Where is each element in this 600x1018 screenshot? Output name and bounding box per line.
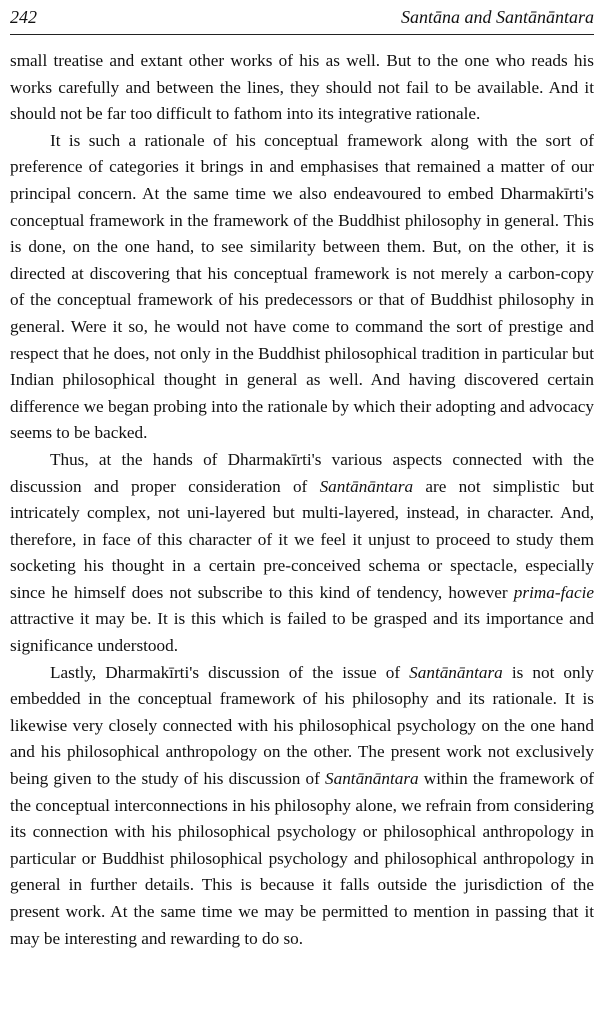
text-segment: attractive it may be. It is this which is failed to be grasped and its importance and significance understood. xyxy=(10,609,594,656)
text-segment: within the framework of the conceptual interconnections in his philosophy alone, we refrain from considering its connection with his philosophical psychology or philosophical anthropology in particular or Buddhist philosophical psychology and philosophical anthropology in general in further details. This is because it falls outside the jurisdiction of the present work. At the same time we may be permitted to mention in passing that it may be interesting and rewarding to do so. xyxy=(10,769,595,948)
text-segment: Lastly, Dharmakīrti's discussion of the issue of xyxy=(50,662,410,682)
text-segment: Thus, at the hands of Dharmakīrti's various aspects connected with the discussion and proper consideration of xyxy=(10,449,594,496)
paragraph-complexity xyxy=(10,447,594,660)
body-text xyxy=(10,48,594,952)
paragraph-lastly xyxy=(10,660,594,953)
text-segment: It is such a rationale of his conceptual framework along with the sort of preference of categories it brings in and emphasises that remained a matter of our principal concern. At the same time we also endeavoured to embed Dharmakīrti's conceptual framework in the framework of the Buddhist philosophy in general. This is done, on the one hand, to see similarity between them. But, on the other, it is directed at discovering that his conceptual framework is not merely a carbon-copy of the conceptual framework of his predecessors or that of Buddhist philosophy in general. Were it so, he would not have come to command the sort of prestige and respect that he does, not only in the Buddhist philosophical tradition in particular but Indian philosophical thought in general as well. And having discovered certain difference we began probing into the rationale by which their adopting and advocacy seems to be backed. xyxy=(10,130,594,443)
text-segment: are not simplistic but intricately complex, not uni-layered but multi-layered, instead, in character. And, therefore, in face of this character of it we feel it unjust to proceed to study them socketing his thought in a certain pre-conceived schema or spectacle, especially since he himself does not subscribe to this kind of tendency, however xyxy=(10,476,594,602)
book-page xyxy=(10,0,594,1018)
italic-term: Santānāntara xyxy=(325,769,419,789)
italic-term: prima-facie xyxy=(513,582,594,602)
text-segment: is not only embedded in the conceptual framework of his philosophy and its rationale. It is likewise very closely connected with his philosophical psychology on the one hand and his philosophical anthropology on the other. The present work not exclusively being given to the study of his discussion of xyxy=(10,662,594,789)
page-number: 242 xyxy=(10,7,37,27)
running-head xyxy=(10,4,594,30)
header-rule xyxy=(10,34,594,35)
italic-term: Santānāntara xyxy=(319,476,414,496)
running-head-title: Santāna and Santānāntara xyxy=(400,7,594,27)
paragraph-continuation xyxy=(10,48,594,128)
italic-term: Santānāntara xyxy=(409,662,503,682)
text-segment: small treatise and extant other works of his as well. But to the one who reads his works carefully and between the lines, they should not fail to be available. And it should not be far too difficult to fathom into its integrative rationale. xyxy=(10,51,594,124)
paragraph-rationale xyxy=(10,128,594,447)
